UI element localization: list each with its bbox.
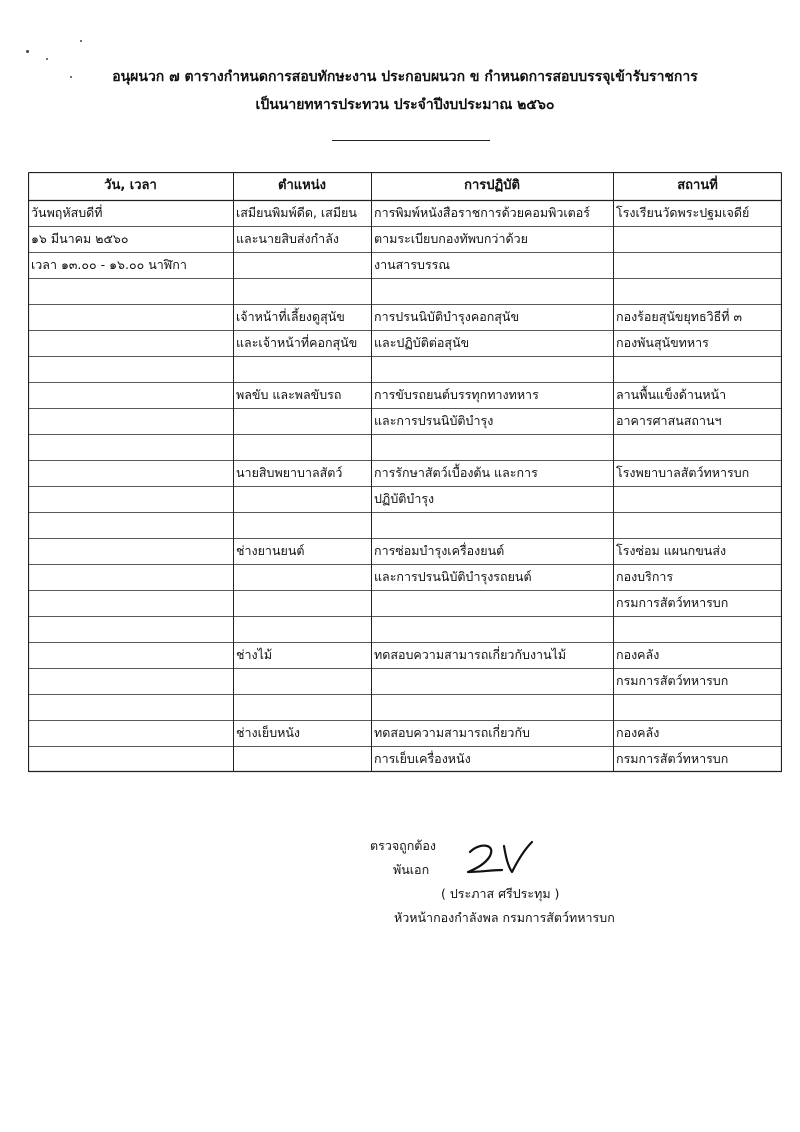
location-cell: อาคารศาสนสถานฯ (616, 413, 722, 428)
document-title-line-2: เป็นนายทหารประทวน ประจำปีงบประมาณ ๒๕๖๐ (255, 97, 555, 113)
document-title-line-1: อนุผนวก ๗ ตารางกำหนดการสอบทักษะงาน ประกอบผนวก ข กำหนดการสอบบรรจุเข้ารับราชการ (112, 69, 698, 85)
location-cell: โรงพยาบาลสัตว์ทหารบก (616, 465, 750, 480)
location-cell: กรมการสัตว์ทหารบก (616, 673, 729, 688)
location-cell: กองร้อยสุนัขยุทธวิธีที่ ๓ (616, 309, 743, 324)
practice-cell: ตามระเบียบกองทัพบกว่าด้วย (374, 231, 528, 246)
practice-cell: การปรนนิบัติบำรุงคอกสุนัข (374, 309, 520, 324)
column-header-date-time: วัน, เวลา (104, 178, 157, 193)
practice-cell: และการปรนนิบัติบำรุงรถยนต์ (374, 569, 532, 584)
location-cell: กรมการสัตว์ทหารบก (616, 751, 729, 766)
practice-cell: การซ่อมบำรุงเครื่องยนต์ (374, 543, 505, 558)
scan-speck (46, 58, 48, 60)
location-cell: กองบริการ (616, 569, 674, 584)
date-time-cell: วันพฤหัสบดีที่ (31, 205, 103, 220)
position-cell: เสมียนพิมพ์ดีด, เสมียน (236, 205, 357, 220)
certified-label: ตรวจถูกต้อง (370, 838, 437, 853)
location-cell: โรงซ่อม แผนกขนส่ง (616, 543, 727, 558)
position-cell: นายสิบพยาบาลสัตว์ (236, 465, 343, 480)
position-cell: ช่างเย็บหนัง (236, 725, 301, 740)
date-time-cell: เวลา ๑๓.๐๐ - ๑๖.๐๐ นาฬิกา (31, 257, 187, 272)
practice-cell: และปฏิบัติต่อสุนัข (374, 335, 470, 350)
scan-speck (80, 40, 82, 42)
practice-cell: การพิมพ์หนังสือราชการด้วยคอมพิวเตอร์ (374, 205, 591, 220)
position-cell: ช่างไม้ (236, 647, 273, 662)
position-cell: และนายสิบส่งกำลัง (236, 231, 339, 246)
position-cell: เจ้าหน้าที่เลี้ยงดูสุนัข (236, 309, 345, 324)
position-cell: พลขับ และพลขับรถ (236, 387, 342, 402)
date-time-cell: ๑๖ มีนาคม ๒๕๖๐ (31, 231, 129, 246)
practice-cell: การรักษาสัตว์เบื้องต้น และการ (374, 465, 538, 480)
signer-rank: พันเอก (393, 862, 430, 877)
practice-cell: ทดสอบความสามารถเกี่ยวกับ (374, 725, 530, 740)
location-cell: กองคลัง (616, 725, 660, 740)
location-cell: กองคลัง (616, 647, 660, 662)
practice-cell: งานสารบรรณ (374, 257, 450, 272)
signer-title: หัวหน้ากองกำลังพล กรมการสัตว์ทหารบก (394, 910, 615, 925)
position-cell: ช่างยานยนต์ (236, 543, 305, 558)
practice-cell: การขับรถยนต์บรรทุกทางทหาร (374, 387, 539, 402)
location-cell: โรงเรียนวัดพระปฐมเจดีย์ (616, 205, 750, 220)
signer-name: ( ประภาส ศรีประทุม ) (441, 886, 560, 901)
scan-speck (26, 50, 29, 53)
column-header-position: ตำแหน่ง (278, 178, 326, 193)
practice-cell: ทดสอบความสามารถเกี่ยวกับงานไม้ (374, 647, 567, 662)
location-cell: กรมการสัตว์ทหารบก (616, 595, 729, 610)
practice-cell: และการปรนนิบัติบำรุง (374, 413, 494, 428)
column-header-location: สถานที่ (677, 178, 718, 193)
column-header-practice: การปฏิบัติ (464, 178, 520, 193)
handwritten-signature (462, 836, 552, 880)
location-cell: กองพันสุนัขทหาร (616, 335, 709, 350)
location-cell: ลานพื้นแข็งด้านหน้า (616, 387, 727, 402)
position-cell: และเจ้าหน้าที่คอกสุนัข (236, 335, 358, 350)
practice-cell: ปฏิบัติบำรุง (374, 491, 435, 506)
practice-cell: การเย็บเครื่องหนัง (374, 751, 471, 766)
title-underline (332, 140, 490, 141)
